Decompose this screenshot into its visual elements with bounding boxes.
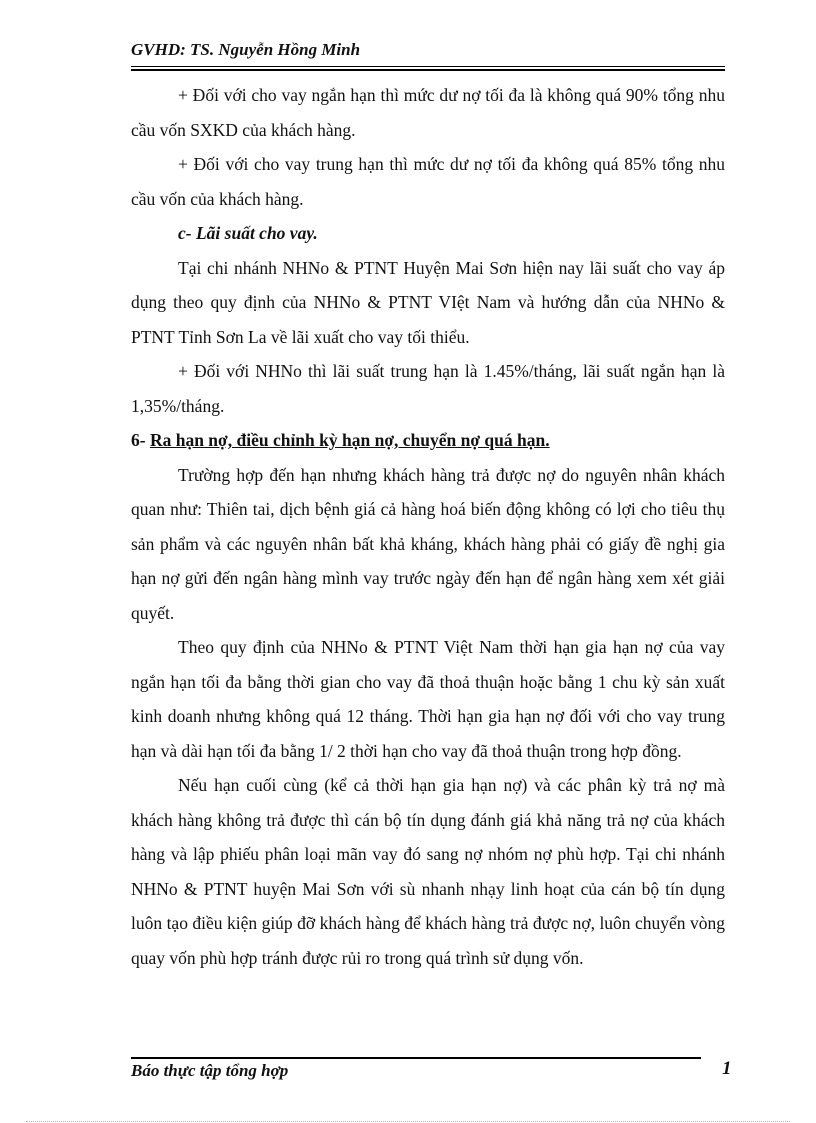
paragraph-extension-conditions: Trường hợp đến hạn nhưng khách hàng trả được nợ do nguyên nhân khách quan như: Thiên tai, dịch bệnh giá cả hàng hoá biến động không có lợi cho tiêu thụ sản phẩm và các nguyên nhân bất khả kháng, khách hàng phải có giấy đề nghị gia hạn nợ gửi đến ngân hàng mình vay trước ngày đến hạn để ngân hàng xem xét giải quyết.: [131, 464, 725, 623]
section-title: Ra hạn nợ, điều chỉnh kỳ hạn nợ, chuyển nợ quá hạn.: [149, 430, 550, 450]
page-number: 1: [722, 1058, 732, 1079]
page-header: GVHD: TS. Nguyễn Hồng Minh: [131, 40, 361, 59]
paragraph-short-term-limit: + Đối với cho vay ngắn hạn thì mức dư nợ tối đa là không quá 90% tổng nhu cầu vốn SXKD của khách hàng.: [131, 85, 725, 140]
section-heading-debt-extension: [131, 423, 725, 458]
paragraph-interest-values: + Đối với NHNo thì lãi suất trung hạn là 1.45%/tháng, lãi suất ngắn hạn là 1,35%/tháng.: [131, 361, 725, 416]
paragraph-medium-term-limit: + Đối với cho vay trung hạn thì mức dư nợ tối đa không quá 85% tổng nhu cầu vốn của khách hàng.: [131, 154, 725, 209]
section-heading-interest-rate: c- Lãi suất cho vay.: [178, 223, 318, 243]
page-edge-divider: [26, 1121, 790, 1122]
paragraph-extension-regulations: Theo quy định của NHNo & PTNT Việt Nam thời hạn gia hạn nợ của vay ngắn hạn tối đa bằng thời gian cho vay đã thoả thuận hoặc bằng 1 chu kỳ sản xuất kinh doanh nhưng không quá 12 tháng. Thời hạn gia hạn nợ đối với cho vay trung hạn và dài hạn tối đa bằng 1/ 2 thời hạn cho vay đã thoả thuận trong hợp đồng.: [131, 637, 725, 761]
paragraph-overdue-handling: Nếu hạn cuối cùng (kể cả thời hạn gia hạn nợ) và các phân kỳ trả nợ mà khách hàng không trả được thì cán bộ tín dụng đánh giá khả năng trả nợ của khách hàng và lập phiếu phân loại mãn vay đó sang nợ nhóm nợ phù hợp. Tại chi nhánh NHNo & PTNT huyện Mai Sơn với sù nhanh nhạy linh hoạt của cán bộ tín dụng luôn tạo điều kiện giúp đỡ khách hàng để khách hàng trả được nợ, luôn chuyển vòng quay vốn phù hợp tránh được rủi ro trong quá trình sử dụng vốn.: [131, 775, 725, 968]
paragraph-interest-policy: Tại chi nhánh NHNo & PTNT Huyện Mai Sơn hiện nay lãi suất cho vay áp dụng theo quy định của NHNo & PTNT VIệt Nam và hướng dẫn của NHNo & PTNT Tỉnh Sơn La về lãi xuất cho vay tối thiểu.: [131, 257, 725, 347]
footer-divider: [131, 1057, 701, 1059]
section-number: 6-: [131, 430, 146, 450]
footer-title: Báo thực tập tổng hợp: [131, 1061, 289, 1080]
header-divider-thick: [131, 69, 725, 71]
header-divider: [131, 66, 725, 67]
document-body: [131, 78, 725, 975]
